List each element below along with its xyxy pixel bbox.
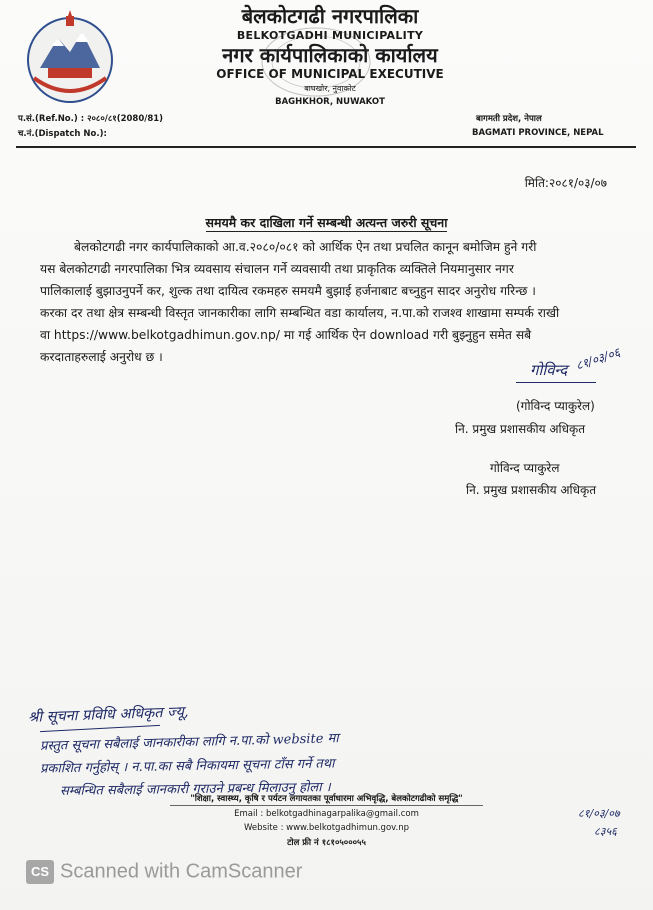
header-divider — [16, 146, 636, 148]
camscanner-logo-icon: CS — [26, 860, 54, 884]
office-name-ne: नगर कार्यपालिकाको कार्यालय — [222, 43, 438, 67]
body-line: पालिकालाई बुझाउनुपर्ने कर, शुल्क तथा दायित्व रकमहरु समयमै बुझाई हर्जनाबाट बच्नुहुन सादर अनुरोध गरिन्छ । — [40, 284, 536, 298]
body-line: बेलकोटगढी नगर कार्यपालिकाको आ.व.२०८०/०८१ को आर्थिक ऐन तथा प्रचलित कानून बमोजिम हुने गरी — [74, 240, 537, 254]
note-underline — [40, 725, 160, 732]
footer-divider — [170, 805, 483, 806]
municipality-name-ne: बेलकोटगढी नगरपालिका — [241, 4, 419, 28]
province-ne: बागमती प्रदेश, नेपाल — [476, 114, 542, 124]
signature-underline — [516, 382, 596, 383]
footer-tollfree: टोल फ्री नं १८१०५०००५५ — [287, 838, 366, 848]
dispatch-no: च.नं.(Dispatch No.): — [18, 129, 107, 139]
handwritten-note-line: प्रकाशित गर्नुहोस् । न.पा.का सबै निकायमा सूचना टाँस गर्ने तथा — [39, 756, 335, 777]
footer-website: Website : www.belkotgadhimun.gov.np — [243, 823, 410, 833]
camscanner-watermark — [26, 860, 302, 884]
address-en: BAGHKHOR, NUWAKOT — [275, 97, 385, 107]
body-line: करदाताहरुलाई अनुरोध छ । — [40, 350, 163, 364]
body-line: वा https://www.belkotgadhimun.gov.np/ मा गई आर्थिक ऐन download गरी बुझ्नुहुन समेत सबै — [40, 328, 532, 342]
subject-text: समयमै कर दाखिला गर्ने सम्बन्धी अत्यन्त जरुरी सूचना — [205, 215, 448, 230]
body-line: करका दर तथा क्षेत्र सम्बन्धी विस्तृत जानकारीका लागि सम्बन्धित वडा कार्यालय, न.पा.को राजश्व शाखामा सम्पर्क राखी — [40, 306, 560, 320]
office-seal-icon — [256, 22, 376, 102]
letter-date: मिति:२०८१/०३/०७ — [524, 176, 607, 190]
footer-email: Email : belkotgadhinagarpalika@gmail.com — [234, 809, 419, 819]
letter-subject — [0, 214, 653, 231]
handwritten-note-line: प्रस्तुत सूचना सबैलाई जानकारीका लागि न.पा.को website मा — [39, 731, 339, 754]
signatory-name: (गोविन्द प्याकुरेल) — [516, 399, 595, 413]
handwritten-note-line: श्री सूचना प्रविधि अधिकृत ज्यू, — [27, 704, 189, 726]
note-sign-tail: ८३५६ — [594, 825, 617, 838]
municipality-name-en: BELKOTGADHI MUNICIPALITY — [236, 29, 424, 42]
signatory-name-typed: गोविन्द प्याकुरेल — [490, 461, 560, 475]
handwritten-note-line: सम्बन्धित सबैलाई जानकारी गराउने प्रबन्ध मिलाउनु होला । — [59, 780, 331, 799]
ref-no: प.सं.(Ref.No.) : २०८०/८१(2080/81) — [18, 114, 164, 124]
footer-motto: "शिक्षा, स्वास्थ्य, कृषि र पर्यटन लगायतका पूर्वाधारमा अभिवृद्धि, बेलकोटगढीको समृद्धि" — [190, 794, 463, 804]
nepal-emblem-icon — [20, 8, 120, 108]
province-en: BAGMATI PROVINCE, NEPAL — [472, 128, 604, 138]
camscanner-label: Scanned with CamScanner — [60, 860, 303, 883]
letter-body — [40, 236, 615, 368]
signatory-title-typed: नि. प्रमुख प्रशासकीय अधिकृत — [466, 483, 597, 497]
signature-scribble: गोविन्द — [530, 361, 568, 379]
office-name-en: OFFICE OF MUNICIPAL EXECUTIVE — [216, 67, 444, 81]
note-sign-date: ८१/०३/०७ — [578, 807, 620, 820]
address-ne: बाघखोर, नुवाकोट — [304, 84, 356, 93]
signatory-title: नि. प्रमुख प्रशासकीय अधिकृत — [455, 422, 586, 436]
body-line: यस बेलकोटगढी नगरपालिका भित्र व्यवसाय संचालन गर्ने व्यवसायी तथा प्राकृतिक व्यक्तिले नियमानुसार नगर — [40, 262, 514, 276]
signature-date: ८१/०३/०६ — [574, 345, 622, 373]
